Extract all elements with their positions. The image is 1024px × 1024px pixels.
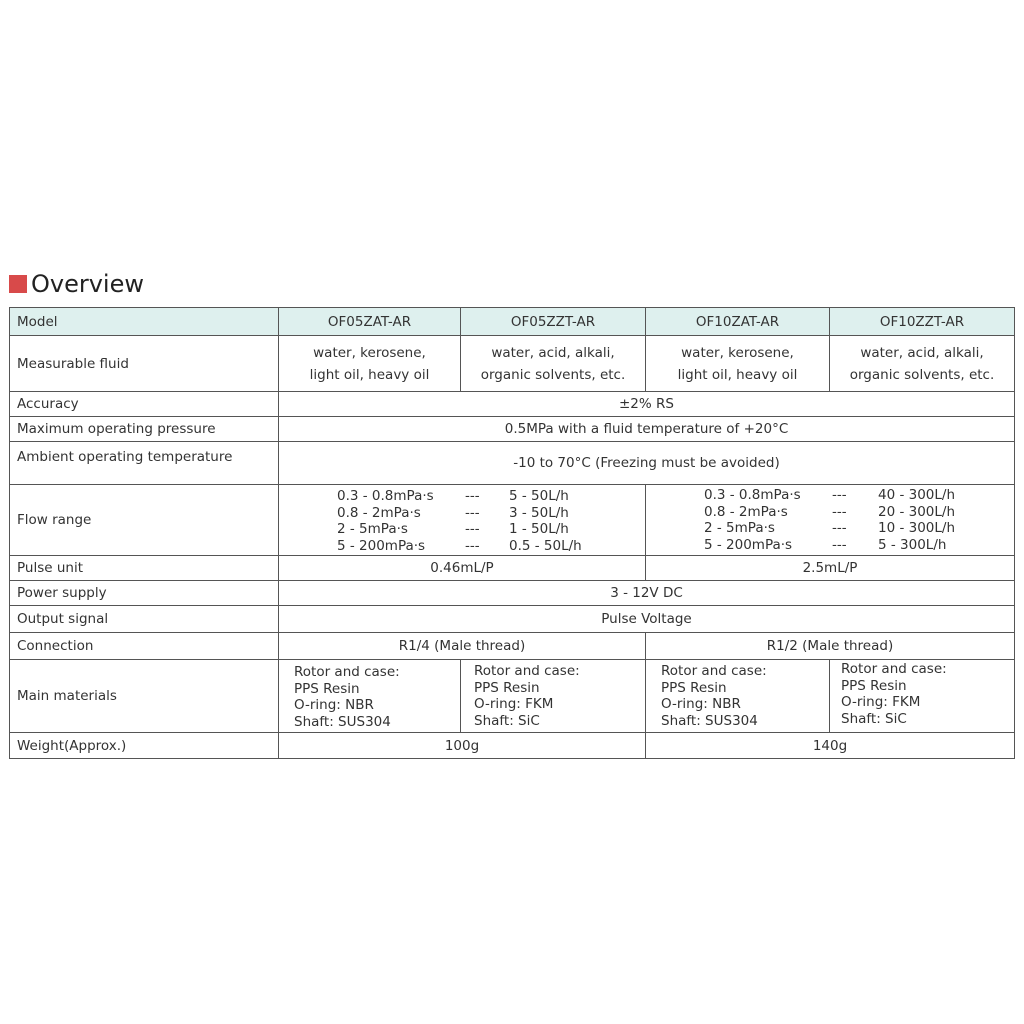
fluid-line: water, acid, alkali, — [491, 344, 615, 361]
materials-value — [841, 661, 947, 727]
flow: 40 - 300L/h — [878, 487, 956, 503]
material-line: Shaft: SiC — [841, 710, 907, 727]
model-label: Model — [10, 308, 279, 336]
fluid-line: organic solvents, etc. — [849, 366, 995, 383]
power-supply-value: 3 - 12V DC — [279, 581, 1014, 606]
material-line: Rotor and case: — [661, 663, 767, 679]
viscosity: 0.8 - 2mPa·s — [704, 503, 788, 520]
separator: --- — [832, 536, 847, 553]
material-line: PPS Resin — [841, 677, 907, 694]
flow: 10 - 300L/h — [878, 520, 956, 536]
separator: --- — [832, 520, 847, 536]
flow-range-row — [337, 521, 637, 538]
output-signal-value: Pulse Voltage — [279, 606, 1014, 633]
ambient-temp-value: -10 to 70°C (Freezing must be avoided) — [279, 442, 1014, 485]
weight-value: 140g — [812, 737, 848, 754]
max-pressure-value: 0.5MPa with a fluid temperature of +20°C — [279, 417, 1014, 442]
flow-range-group-1 — [337, 488, 637, 554]
material-line: Shaft: SiC — [474, 712, 540, 729]
connection-label: Connection — [10, 633, 279, 660]
connection-value: R1/4 (Male thread) — [279, 633, 646, 660]
output-signal-label: Output signal — [10, 606, 279, 633]
section-heading — [9, 270, 144, 298]
materials-value — [474, 663, 580, 729]
connection-value: R1/2 (Male thread) — [646, 633, 1014, 660]
separator: --- — [465, 521, 480, 537]
power-supply-label: Power supply — [10, 581, 279, 606]
fluid-line: light oil, heavy oil — [309, 366, 430, 383]
measurable-fluid-value — [646, 336, 830, 392]
material-line: O-ring: NBR — [661, 696, 741, 712]
material-line: Rotor and case: — [841, 661, 947, 677]
pulse-unit-label: Pulse unit — [10, 556, 279, 581]
flow: 5 - 50L/h — [509, 488, 569, 504]
fluid-line: water, kerosene, — [681, 344, 794, 361]
material-line: PPS Resin — [661, 679, 727, 696]
flow: 20 - 300L/h — [878, 503, 956, 520]
heading-marker — [9, 275, 27, 293]
measurable-fluid-value — [830, 336, 1014, 392]
flow-range-row — [704, 504, 1004, 521]
flow-range-row — [704, 487, 1004, 504]
flow-range-row — [704, 520, 1004, 537]
flow-range-group-2 — [704, 487, 1004, 553]
viscosity: 5 - 200mPa·s — [337, 537, 426, 554]
viscosity: 5 - 200mPa·s — [704, 536, 793, 553]
accuracy-value: ±2% RS — [279, 392, 1014, 417]
material-line: Shaft: SUS304 — [294, 713, 391, 730]
flow: 3 - 50L/h — [509, 504, 569, 521]
weight-label: Weight(Approx.) — [10, 733, 279, 758]
model-name: OF10ZZT-AR — [830, 308, 1014, 336]
accuracy-label: Accuracy — [10, 392, 279, 417]
model-name: OF05ZZT-AR — [461, 308, 646, 336]
viscosity: 0.8 - 2mPa·s — [337, 504, 421, 521]
model-name: OF10ZAT-AR — [646, 308, 830, 336]
spec-table — [9, 307, 1015, 759]
pulse-unit-value: 0.46mL/P — [279, 556, 646, 581]
fluid-line: light oil, heavy oil — [677, 366, 798, 383]
heading-title: Overview — [31, 270, 144, 298]
material-line: PPS Resin — [474, 679, 540, 696]
model-name: OF05ZAT-AR — [279, 308, 461, 336]
separator: --- — [465, 488, 480, 504]
separator: --- — [832, 487, 847, 503]
materials-value — [661, 663, 767, 729]
material-line: Rotor and case: — [474, 663, 580, 679]
flow-range-label: Flow range — [10, 485, 279, 556]
measurable-fluid-value — [461, 336, 646, 392]
fluid-line: organic solvents, etc. — [480, 366, 626, 383]
fluid-line: water, acid, alkali, — [860, 344, 984, 361]
main-materials-label: Main materials — [10, 660, 279, 733]
separator: --- — [465, 537, 480, 554]
flow: 0.5 - 50L/h — [509, 537, 582, 554]
viscosity: 2 - 5mPa·s — [337, 521, 408, 537]
flow: 1 - 50L/h — [509, 521, 569, 537]
material-line: PPS Resin — [294, 680, 360, 697]
material-line: O-ring: NBR — [294, 697, 374, 713]
viscosity: 2 - 5mPa·s — [704, 520, 775, 536]
flow-range-row — [337, 538, 637, 555]
measurable-fluid-label: Measurable fluid — [10, 336, 279, 392]
flow-range-row — [704, 537, 1004, 554]
weight-value: 100g — [279, 733, 646, 758]
separator: --- — [832, 503, 847, 520]
max-pressure-label: Maximum operating pressure — [10, 417, 279, 442]
viscosity: 0.3 - 0.8mPa·s — [704, 487, 801, 503]
flow: 5 - 300L/h — [878, 536, 947, 553]
fluid-line: water, kerosene, — [313, 344, 426, 361]
pulse-unit-value: 2.5mL/P — [646, 556, 1014, 581]
material-line: Rotor and case: — [294, 664, 400, 680]
viscosity: 0.3 - 0.8mPa·s — [337, 488, 434, 504]
material-line: O-ring: FKM — [474, 696, 554, 712]
flow-range-row — [337, 488, 637, 505]
separator: --- — [465, 504, 480, 521]
ambient-temp-label: Ambient operating temperature — [10, 442, 279, 485]
flow-range-row — [337, 505, 637, 522]
material-line: O-ring: FKM — [841, 694, 921, 710]
material-line: Shaft: SUS304 — [661, 712, 758, 729]
materials-value — [294, 664, 400, 730]
measurable-fluid-value — [279, 336, 461, 392]
